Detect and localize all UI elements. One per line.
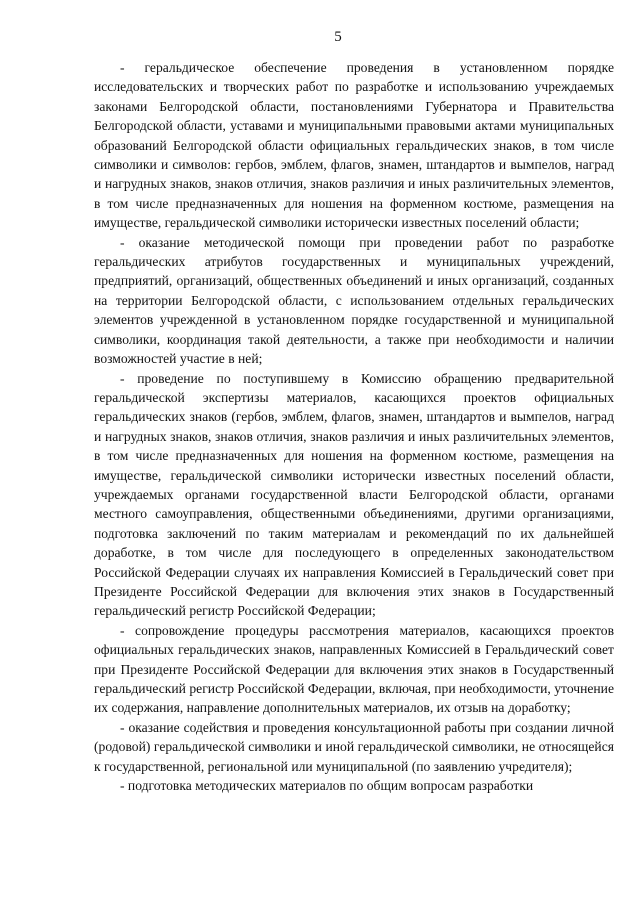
page-number: 5: [334, 29, 342, 45]
paragraph-methodical-assistance: - оказание методической помощи при проведении работ по разработке геральдических атрибутов государственных и муниципальных учреждений, предприятий, организаций, общественных объединений и иных организаций, созданных на территории Белгородской области, с использованием отдельных геральдических элементов учрежденной в установленном порядке государственной и муниципальной символики, координация такой деятельности, а также при необходимости и наличии возможностей участие в ней;: [94, 234, 614, 367]
paragraph-methodical-materials: - подготовка методических материалов по общим вопросам разработки: [120, 778, 534, 794]
document-body: [94, 58, 614, 795]
paragraph-heraldic-support: - геральдическое обеспечение проведения в установленном порядке исследовательских и творческих работ по разработке и использованию учреждаемых законами Белгородской области, постановлениями Губернатора и Правительства Белгородской области, уставами и муниципальными правовыми актами муниципальных образований Белгородской области официальных геральдических знаков, в том числе символики и символов: гербов, эмблем, флагов, знамен, штандартов и вымпелов, наград и нагрудных знаков, знаков отличия, знаков различия и иных различительных элементов, в том числе предназначенных для ношения на форменном костюме, размещения на имуществе, геральдической символики исторически известных поселений области;: [94, 60, 614, 231]
paragraph-preliminary-expertise: - проведение по поступившему в Комиссию обращению предварительной геральдической экспертизы материалов, касающихся проектов официальных геральдических знаков (гербов, эмблем, флагов, знамен, штандартов и вымпелов, наград и нагрудных знаков, знаков отличия, знаков различия и иных различительных элементов, в том числе предназначенных для ношения на форменном костюме, размещения на имуществе, геральдической символики исторически известных поселений области, учреждаемых органами государственной власти Белгородской области, органами местного самоуправления, общественными объединениями, другими организациями, подготовка заключений по таким материалам и рекомендаций по их дальнейшей доработке, в том числе для последующего в определенных законодательством Российской Федерации случаях их направления Комиссией в Геральдический совет при Президенте Российской Федерации для включения этих знаков в Государственный геральдический регистр Российской Федерации;: [94, 370, 614, 619]
paragraph-procedure-support: - сопровождение процедуры рассмотрения материалов, касающихся проектов официальных геральдических знаков, направленных Комиссией в Геральдический совет при Президенте Российской Федерации для включения этих знаков в Государственный геральдический регистр Российской Федерации, включая, при необходимости, уточнение их содержания, направление дополнительных материалов, их отзыв на доработку;: [94, 622, 614, 716]
paragraph-consulting-assistance: - оказание содействия и проведения консультационной работы при создании личной (родовой) геральдической символики и иной геральдической символики, не относящейся к государственной, региональной или муниципальной (по заявлению учредителя);: [94, 719, 614, 774]
